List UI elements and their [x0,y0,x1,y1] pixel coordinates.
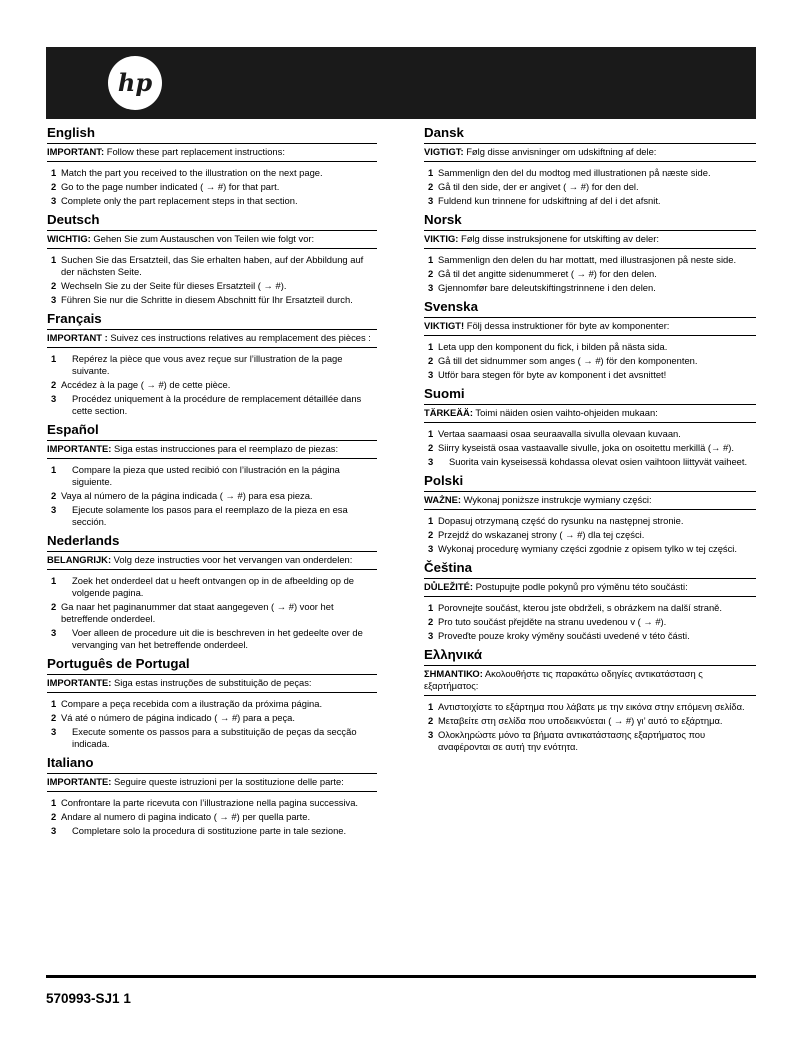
step-text: Accédez à la page ( → #) de cette pièce. [61,379,231,390]
section-intro [47,230,377,249]
step-number: 3 [51,195,57,206]
section-title: Čeština [424,560,473,575]
step-item [47,280,377,292]
intro-text: Siga estas instruções de substituição de peças: [111,677,312,688]
step-number: 2 [51,712,57,723]
step-text: Führen Sie nur die Schritte in diesem Abschnitt für Ihr Ersatzteil durch. [61,294,353,305]
step-item [424,341,756,353]
step-item [424,282,756,294]
step-item [424,428,756,440]
step-number: 2 [428,181,434,192]
step-item [424,630,756,642]
step-text: Suorita vain kyseisessä kohdassa olevat osien vaihtoon liittyvät vaiheet. [449,456,748,467]
step-item [47,254,377,278]
intro-text: Gehen Sie zum Austauschen von Teilen wie folgt vor: [90,233,315,244]
step-item [47,167,377,179]
step-item [47,627,377,651]
step-item [47,464,377,488]
section-intro [47,143,377,162]
section-title: Italiano [47,755,94,770]
section-intro [424,404,756,423]
section-nederlands [47,532,377,651]
step-number: 2 [428,355,434,366]
step-item [424,543,756,555]
section-intro [47,440,377,459]
step-number: 2 [51,601,57,612]
step-number: 1 [51,254,57,265]
step-number: 1 [428,515,434,526]
step-text: Gå til det angitte sidenummeret ( → #) for den delen. [438,268,657,279]
step-number: 3 [428,630,434,641]
step-text: Ga naar het paginanummer dat staat aangegeven ( → #) voor het betreffende onderdeel. [61,601,334,624]
section-title: English [47,125,96,140]
section-francais [47,310,377,417]
step-number: 3 [51,504,57,515]
intro-text: Follow these part replacement instructions: [104,146,285,157]
step-item [47,195,377,207]
step-text: Vertaa saamaasi osaa seuraavalla sivulla olevaan kuvaan. [438,428,681,439]
step-number: 1 [428,602,434,613]
step-number: 1 [51,698,57,709]
intro-label: VIKTIGT! [424,320,465,331]
step-item [424,442,756,454]
step-text: Andare al numero di pagina indicato ( → #) per quella parte. [61,811,311,822]
section-deutsch [47,211,377,306]
step-item [424,181,756,193]
intro-label: TÄRKEÄÄ: [424,407,473,418]
step-number: 2 [51,181,57,192]
step-item [424,195,756,207]
intro-label: IMPORTANTE: [47,776,112,787]
section-polski [424,472,756,555]
intro-text: Siga estas instrucciones para el reemplazo de piezas: [111,443,339,454]
step-number: 1 [428,341,434,352]
section-intro [47,551,377,570]
section-intro [424,143,756,162]
section-intro [47,773,377,792]
step-text: Przejdź do wskazanej strony ( → #) dla tej części. [438,529,645,540]
step-text: Completare solo la procedura di sostituzione parte in tale sezione. [72,825,347,836]
step-text: Gå till det sidnummer som anges ( → #) för den komponenten. [438,355,698,366]
section-norsk [424,211,756,294]
document-number: 570993-SJ1 1 [46,991,131,1006]
step-item [47,698,377,710]
step-number: 3 [51,294,57,305]
step-text: Porovnejte součást, kterou jste obdrželi, s obrázkem na další straně. [438,602,722,613]
section-intro [424,491,756,510]
step-text: Procédez uniquement à la procédure de remplacement détaillée dans cette section. [72,393,362,416]
step-number: 3 [428,369,434,380]
step-text: Repérez la pièce que vous avez reçue sur l’illustration de la page suivante. [72,353,343,376]
step-number: 1 [51,797,57,808]
step-text: Voer alleen de procedure uit die is beschreven in het gedeelte over de vervanging van het betreffende onderdeel. [72,627,363,650]
step-text: Zoek het onderdeel dat u heeft ontvangen op in de afbeelding op de volgende pagina. [72,575,354,598]
step-number: 2 [428,529,434,540]
step-number: 1 [428,167,434,178]
intro-text: Suivez ces instructions relatives au remplacement des pièces : [107,332,371,343]
step-text: Go to the page number indicated ( → #) for that part. [61,181,280,192]
step-item [47,825,377,837]
step-text: Vá até o número de página indicado ( → #) para a peça. [61,712,296,723]
step-number: 2 [51,490,57,501]
step-text: Dopasuj otrzymaną część do rysunku na następnej stronie. [438,515,684,526]
step-item [47,504,377,528]
intro-text: Seguire queste istruzioni per la sostituzione delle parte: [111,776,344,787]
step-number: 3 [51,393,57,404]
section-title: Svenska [424,299,478,314]
step-text: Αντιστοιχίστε το εξάρτημα που λάβατε με την εικόνα στην επόμενη σελίδα. [438,701,745,712]
step-text: Match the part you received to the illustration on the next page. [61,167,323,178]
intro-label: IMPORTANT: [47,146,105,157]
step-item [424,602,756,614]
step-item [424,515,756,527]
step-number: 1 [51,167,57,178]
section-title: Deutsch [47,212,100,227]
section-dansk [424,124,756,207]
step-text: Sammenlign den del du modtog med illustrationen på næste side. [438,167,711,178]
intro-label: IMPORTANTE: [47,677,112,688]
section-portugues [47,655,377,750]
intro-label: VIGTIGT: [424,146,464,157]
intro-label: ΣΗΜΑΝΤΙΚΟ: [424,668,483,679]
intro-text: Følg disse instruksjonene for utskifting av deler: [458,233,659,244]
section-title: Polski [424,473,464,488]
section-intro [424,665,756,696]
step-text: Wechseln Sie zu der Seite für dieses Ersatzteil ( → #). [61,280,287,291]
step-text: Confrontare la parte ricevuta con l’illustrazione nella pagina successiva. [61,797,359,808]
step-item [47,393,377,417]
hp-logo-icon [107,55,163,111]
intro-label: VIKTIG: [424,233,459,244]
step-item [47,181,377,193]
step-number: 2 [428,715,434,726]
step-item [424,268,756,280]
section-title: Suomi [424,386,465,401]
step-item [47,797,377,809]
step-item [47,353,377,377]
step-item [47,294,377,306]
step-text: Leta upp den komponent du fick, i bilden på nästa sida. [438,341,668,352]
step-text: Execute somente os passos para a substituição de peças da secção indicada. [72,726,357,749]
intro-text: Följ dessa instruktioner för byte av komponenter: [464,320,670,331]
step-number: 1 [51,464,57,475]
step-text: Vaya al número de la página indicada ( → #) para esa pieza. [61,490,313,501]
step-text: Gjennomfør bare deleutskiftingstrinnene i den delen. [438,282,656,293]
step-text: Pro tuto součást přejděte na stranu uvedenou v ( → #). [438,616,667,627]
intro-text: Toimi näiden osien vaihto-ohjeiden mukaan: [472,407,658,418]
step-text: Sammenlign den delen du har mottatt, med illustrasjonen på neste side. [438,254,737,265]
section-english [47,124,377,207]
step-item [424,715,756,727]
hp-logo-text: hp [117,68,153,97]
step-number: 3 [51,726,57,737]
step-text: Compare a peça recebida com a ilustração da próxima página. [61,698,323,709]
step-item [424,254,756,266]
section-title: Nederlands [47,533,120,548]
step-item [424,167,756,179]
section-title: Dansk [424,125,464,140]
step-number: 3 [428,543,434,554]
section-intro [424,317,756,336]
step-text: Wykonaj procedurę wymiany części zgodnie z opisem tylko w tej części. [438,543,737,554]
intro-text: Følg disse anvisninger om udskiftning af dele: [463,146,657,157]
section-svenska [424,298,756,381]
section-title: Ελληνικά [424,647,483,662]
step-number: 3 [428,195,434,206]
step-item [47,379,377,391]
step-number: 2 [51,811,57,822]
intro-text: Volg deze instructies voor het vervangen van onderdelen: [111,554,353,565]
step-text: Fuldend kun trinnene for udskiftning af del i det afsnit. [438,195,661,206]
intro-label: WAŻNE: [424,494,461,505]
footer-divider [46,975,756,978]
intro-text: Ακολουθήστε τις παρακάτω οδηγίες αντικατάσταση ς εξαρτήματος: [424,668,703,691]
step-text: Suchen Sie das Ersatzteil, das Sie erhalten haben, auf der Abbildung auf der nächsten Seite. [61,254,364,277]
step-item [47,811,377,823]
section-title: Português de Portugal [47,656,190,671]
step-text: Μεταβείτε στη σελίδα που υποδεικνύεται ( → #) γι’ αυτό το εξάρτημα. [438,715,723,726]
section-intro [47,329,377,348]
step-text: Ολοκληρώστε μόνο τα βήματα αντικατάστασης εξαρτήματος που αναφέρονται σε αυτή την ενότητα. [438,729,706,752]
step-item [424,369,756,381]
step-text: Proveďte pouze kroky výměny součásti uvedené v této části. [438,630,690,641]
step-item [47,490,377,502]
intro-label: IMPORTANTE: [47,443,112,454]
step-number: 1 [428,254,434,265]
section-intro [424,230,756,249]
step-number: 3 [51,627,57,638]
step-item [47,712,377,724]
intro-label: BELANGRIJK: [47,554,112,565]
step-number: 1 [428,701,434,712]
step-item [424,456,756,468]
step-number: 3 [51,825,57,836]
step-number: 3 [428,282,434,293]
step-text: Compare la pieza que usted recibió con l’ilustración en la página siguiente. [72,464,340,487]
step-item [47,726,377,750]
step-text: Complete only the part replacement steps in that section. [61,195,298,206]
step-number: 2 [51,379,57,390]
step-number: 1 [51,353,57,364]
step-number: 1 [428,428,434,439]
step-item [424,529,756,541]
intro-label: IMPORTANT : [47,332,108,343]
header-bar [46,47,756,119]
step-text: Ejecute solamente los pasos para el reemplazo de la pieza en esa sección. [72,504,348,527]
section-title: Español [47,422,99,437]
section-italiano [47,754,377,837]
step-text: Utför bara stegen för byte av komponent i det avsnittet! [438,369,667,380]
section-ellinika [424,646,756,753]
intro-label: WICHTIG: [47,233,91,244]
step-text: Gå til den side, der er angivet ( → #) for den del. [438,181,639,192]
step-item [47,575,377,599]
section-espanol [47,421,377,528]
intro-text: Wykonaj poniższe instrukcje wymiany części: [460,494,652,505]
step-number: 2 [428,616,434,627]
section-title: Norsk [424,212,462,227]
step-number: 2 [51,280,57,291]
right-column [424,124,756,757]
section-suomi [424,385,756,468]
intro-label: DŮLEŽITÉ: [424,581,473,592]
step-item [424,355,756,367]
step-text: Siirry kyseistä osaa vastaavalle sivulle, joka on osoitettu merkillä (→ #). [438,442,734,453]
left-column [47,124,377,841]
step-item [47,601,377,625]
step-number: 3 [428,456,434,467]
step-item [424,729,756,753]
section-cestina [424,559,756,642]
section-intro [424,578,756,597]
step-number: 2 [428,268,434,279]
step-item [424,616,756,628]
step-number: 2 [428,442,434,453]
section-intro [47,674,377,693]
step-number: 3 [428,729,434,740]
step-item [424,701,756,713]
section-title: Français [47,311,102,326]
intro-text: Postupujte podle pokynů pro výměnu této součásti: [472,581,688,592]
step-number: 1 [51,575,57,586]
